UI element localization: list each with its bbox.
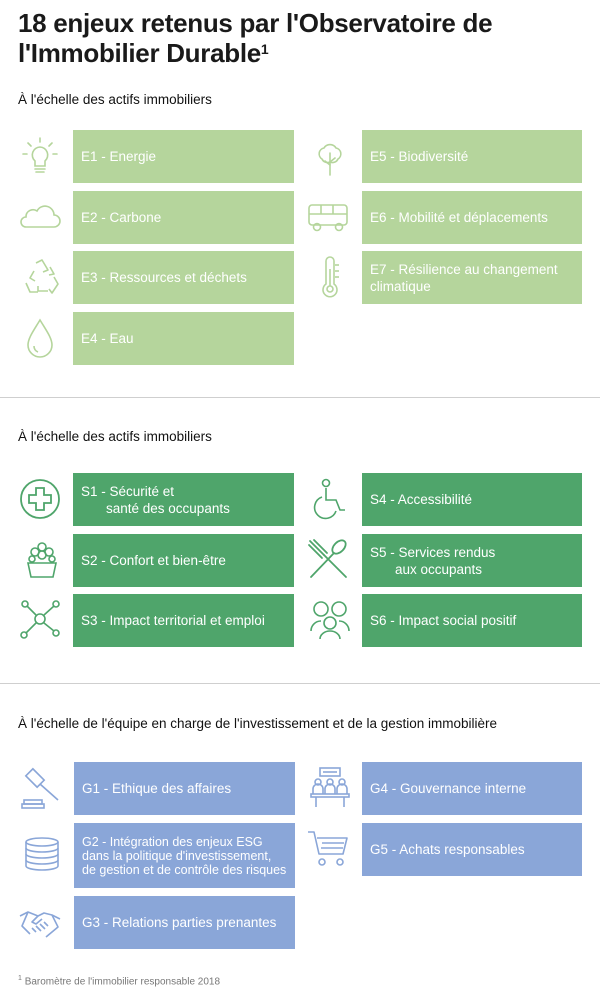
issue-box-g1: G1 - Ethique des affaires — [74, 762, 295, 815]
page-title-text: 18 enjeux retenus par l'Observatoire de l'Immobilier Durable — [18, 8, 493, 68]
fork-spoon-icon — [306, 537, 350, 581]
issue-box-e1: E1 - Energie — [73, 130, 294, 183]
issue-box-s6: S6 - Impact social positif — [362, 594, 582, 647]
shopping-cart-icon — [306, 826, 350, 870]
issue-box-e4: E4 - Eau — [73, 312, 294, 365]
wheelchair-icon — [308, 477, 352, 521]
section-divider — [0, 397, 600, 398]
issue-box-s4: S4 - Accessibilité — [362, 473, 582, 526]
issue-box-s3: S3 - Impact territorial et emploi — [73, 594, 294, 647]
issue-box-s5 — [362, 534, 582, 587]
footnote-marker: 1 — [18, 975, 22, 982]
water-drop-icon — [18, 316, 62, 360]
gavel-icon — [20, 766, 64, 810]
issue-box-e2: E2 - Carbone — [73, 191, 294, 244]
bus-icon — [306, 195, 350, 239]
coins-icon — [20, 834, 64, 878]
tree-icon — [308, 135, 352, 179]
issue-box-g4: G4 - Gouvernance interne — [362, 762, 582, 815]
issue-box-e5: E5 - Biodiversité — [362, 130, 582, 183]
handshake-icon — [18, 900, 62, 944]
network-icon — [18, 597, 62, 641]
thermometer-icon — [308, 255, 352, 299]
issue-box-s1 — [73, 473, 294, 526]
section-heading-social: À l'échelle des actifs immobiliers — [18, 429, 212, 444]
footnote-text: Baromètre de l'immobilier responsable 2018 — [24, 976, 221, 988]
recycle-icon — [20, 255, 64, 299]
issue-box-e3: E3 - Ressources et déchets — [73, 251, 294, 304]
issue-label-s5: S5 - Services rendus aux occupants — [370, 544, 496, 577]
issue-box-g2: G2 - Intégration des enjeux ESG dans la politique d'investissement, de gestion et de contrôle des risques — [74, 823, 295, 888]
health-cross-icon — [18, 477, 62, 521]
cloud-icon — [18, 195, 62, 239]
issue-box-e6: E6 - Mobilité et déplacements — [362, 191, 582, 244]
meeting-icon — [308, 766, 352, 810]
section-divider — [0, 683, 600, 684]
footnote — [18, 975, 220, 987]
title-footnote-marker: 1 — [260, 41, 269, 57]
section-heading-governance: À l'échelle de l'équipe en charge de l'investissement et de la gestion immobilière — [18, 716, 498, 731]
lightbulb-icon — [18, 135, 62, 179]
issue-box-g5: G5 - Achats responsables — [362, 823, 582, 876]
issue-box-g3: G3 - Relations parties prenantes — [74, 896, 295, 949]
issue-label-s1: S1 - Sécurité et santé des occupants — [81, 483, 230, 516]
issue-box-s2: S2 - Confort et bien-être — [73, 534, 294, 587]
issue-box-e7: E7 - Résilience au changement climatique — [362, 251, 582, 304]
page-title — [18, 8, 588, 68]
section-heading-environment: À l'échelle des actifs immobiliers — [18, 92, 212, 107]
people-icon — [308, 597, 352, 641]
flower-pot-icon — [20, 537, 64, 581]
